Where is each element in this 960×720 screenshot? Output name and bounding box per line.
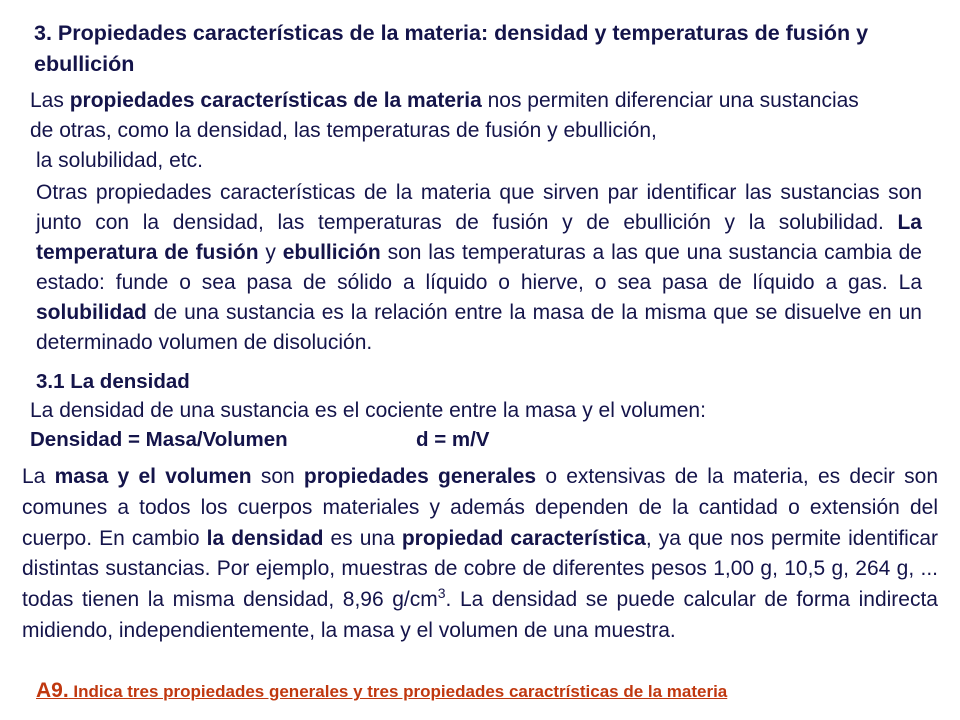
activity-code: A9. (36, 679, 69, 702)
para2-text-4: de una sustancia es la relación entre la masa de la misma que se disuelve en un determinado volumen de disolución. (36, 301, 922, 354)
intro-text-1: Las (30, 89, 70, 112)
page-title: 3. Propiedades características de la materia: densidad y temperaturas de fusión y ebullición (34, 21, 869, 76)
intro-bold-properties: propiedades características de la materia (69, 89, 482, 112)
formula-symbols: d = m/V (416, 428, 490, 451)
para3-text-2: son (251, 465, 304, 488)
activity-text: Indica tres propiedades generales y tres propiedades caractrísticas de la materia (68, 682, 728, 701)
activity-a9 (36, 674, 916, 710)
para3-text-5: , ya que nos permite identificar distintas sustancias. Por ejemplo, muestras de cobre de diferentes pesos 1,00 g, 10,5 g, 264 g, ... todas tienen la misma densidad, 8,96 g/cm (22, 526, 938, 612)
para2-bold-fusion: La temperatura de fusión (36, 211, 922, 264)
para3-text-1: La (22, 465, 55, 488)
formula-words: Densidad = Masa/Volumen (30, 428, 288, 451)
cm-cubed-superscript: 3 (437, 585, 446, 602)
para3-bold-generales: propiedades generales (303, 465, 537, 488)
para3-bold-densidad: la densidad (206, 526, 324, 550)
properties-paragraph (36, 178, 922, 358)
density-paragraph (22, 462, 938, 647)
para3-bold-masa-volumen: masa y el volumen (54, 465, 252, 488)
intro-text-3: la solubilidad, etc. (36, 149, 203, 172)
para2-bold-solubilidad: solubilidad (36, 301, 147, 324)
para2-text-1: Otras propiedades características de la materia que sirven par identificar las sustancias son junto con la densidad, las temperaturas de fusión y de ebullición y la solubilidad. (36, 181, 922, 234)
para2-text-3: son las temperaturas a las que una sustancia cambia de estado: funde o sea pasa de sólido a líquido o hierve, o sea pasa de líquido a gas. La (36, 241, 922, 294)
para2-text-2: y (258, 241, 283, 264)
intro-text-2: nos permiten diferenciar una sustancias de otras, como la densidad, las temperaturas de fusión y ebullición, (30, 89, 859, 142)
para3-text-3: o extensivas de la materia, es decir son comunes a todos los cuerpos materiales y además dependen de la cantidad o extensión del cuerpo. En cambio (22, 465, 938, 550)
section-heading: 3.1 La densidad (36, 370, 190, 393)
para3-text-4: es una (323, 526, 402, 550)
para3-bold-caracteristica: propiedad característica (401, 526, 646, 550)
density-formula (30, 426, 910, 454)
para2-bold-ebullicion: ebullición (282, 241, 381, 264)
para3-text-6: . La densidad se puede calcular de forma indirecta midiendo, independientemente, la masa y el volumen de una muestra. (22, 588, 938, 642)
density-definition: La densidad de una sustancia es el cociente entre la masa y el volumen: (30, 399, 706, 422)
intro-paragraph (30, 86, 880, 176)
